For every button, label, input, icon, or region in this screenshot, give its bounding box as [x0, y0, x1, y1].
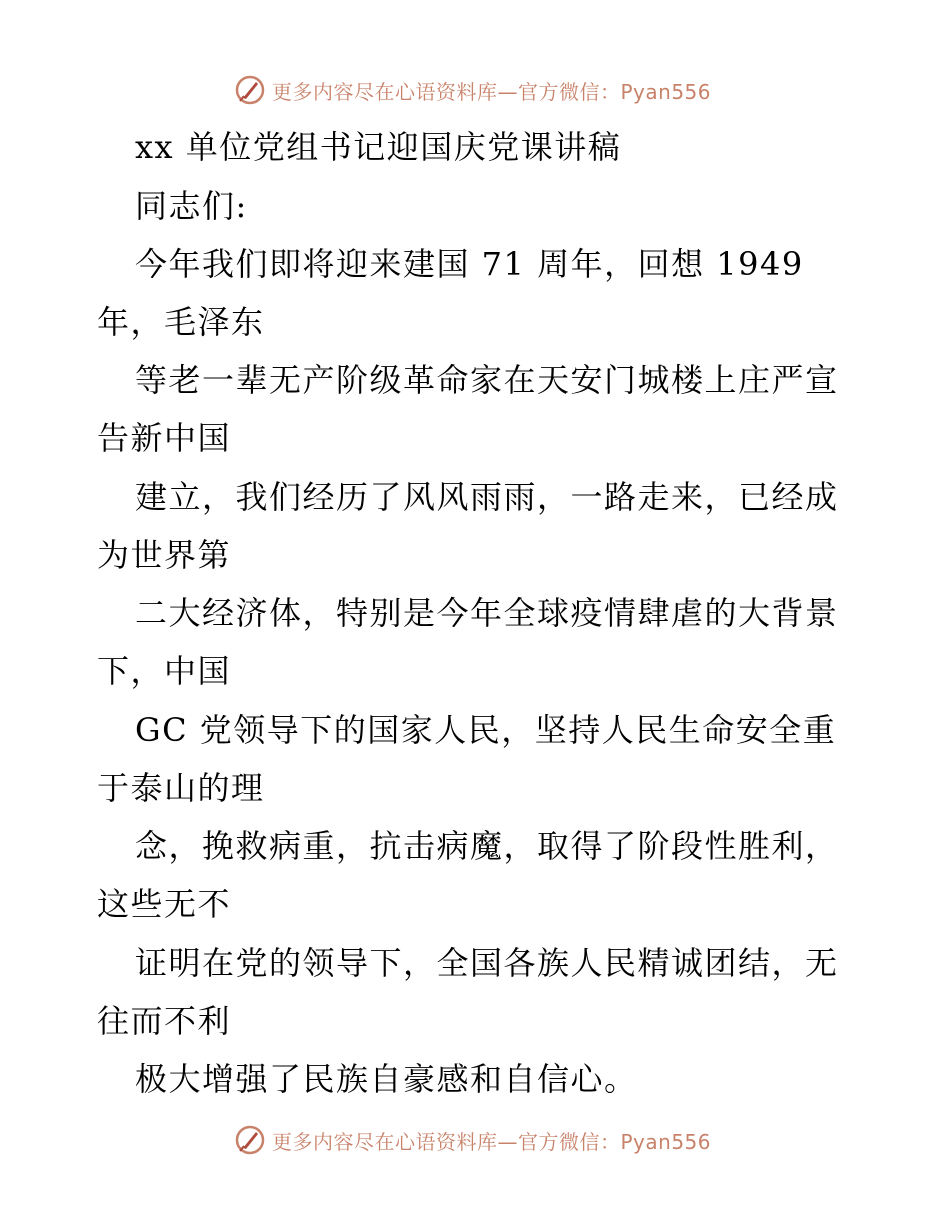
feather-pen-logo-icon: [234, 1124, 266, 1156]
salutation: 同志们:: [135, 187, 248, 225]
paragraph-line: 念，挽救病重，抗击病魔，取得了阶段性胜利，: [135, 827, 839, 865]
paragraph-line: 告新中国: [97, 419, 232, 457]
header-watermark: [234, 73, 711, 107]
paragraph-line: 极大增强了民族自豪感和自信心。: [135, 1060, 638, 1098]
paragraph-line: GC 党领导下的国家人民，坚持人民生命安全重: [135, 711, 837, 749]
paragraph-line: 今年我们即将迎来建国 71 周年，回想 1949: [135, 245, 804, 283]
paragraph-line: 年，毛泽东: [97, 303, 265, 341]
paragraph-line: 建立，我们经历了风风雨雨，一路走来，已经成: [135, 478, 839, 516]
document-title: xx 单位党组书记迎国庆党课讲稿: [135, 128, 622, 166]
footer-watermark: [234, 1123, 711, 1157]
paragraph-line: 这些无不: [97, 885, 232, 923]
feather-pen-logo-icon: [234, 74, 266, 106]
watermark-text: 更多内容尽在心语资料库—官方微信：Pyan556: [272, 79, 712, 104]
paragraph-line: 等老一辈无产阶级革命家在天安门城楼上庄严宣: [135, 361, 839, 399]
paragraph-line: 二大经济体，特别是今年全球疫情肆虐的大背景: [135, 594, 839, 632]
paragraph-line: 往而不利: [97, 1002, 232, 1040]
watermark-text: 更多内容尽在心语资料库—官方微信：Pyan556: [272, 1129, 712, 1154]
paragraph-line: 证明在党的领导下，全国各族人民精诚团结，无: [135, 944, 839, 982]
paragraph-line: 下，中国: [97, 652, 232, 690]
paragraph-line: 为世界第: [97, 536, 232, 574]
paragraph-line: 于泰山的理: [97, 769, 265, 807]
